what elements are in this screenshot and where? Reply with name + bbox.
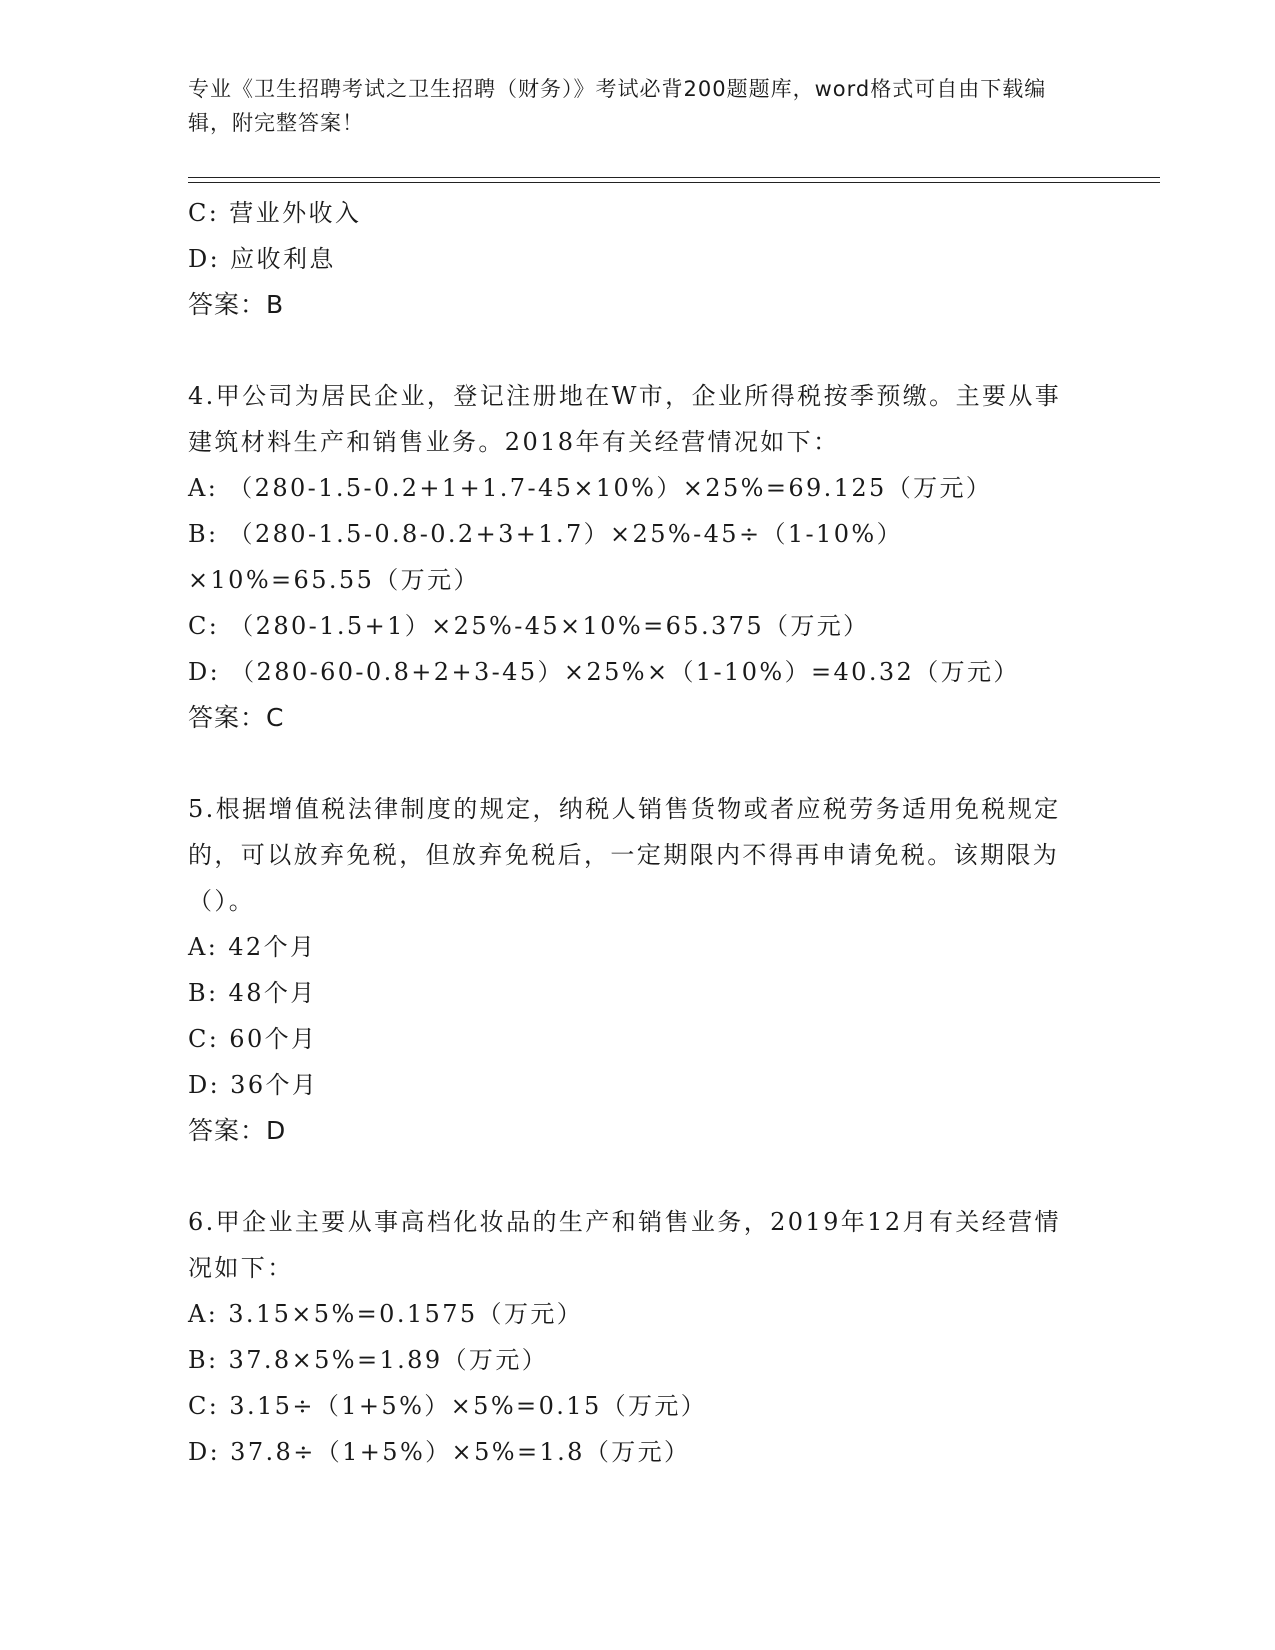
option-a: A: 3.15×5%=0.1575（万元） [188,1300,584,1328]
option-d: D: （280-60-0.8+2+3-45）×25%×（1-10%）=40.32（万元） [188,658,1020,686]
option-d: D: 应收利息 [188,245,336,273]
header-rule-bottom [188,182,1160,183]
header-rule-top [188,177,1160,178]
question-stem: 4.甲公司为居民企业，登记注册地在W市，企业所得税按季预缴。主要从事建筑材料生产和销售业务。2018年有关经营情况如下： [188,382,1062,456]
answer: 答案：D [188,1116,287,1145]
question-6 [188,1199,1088,1475]
option-c: C: 营业外收入 [188,199,362,227]
question-4 [188,373,1088,741]
option-c: C: 60个月 [188,1025,318,1053]
option-b: B: 37.8×5%=1.89（万元） [188,1346,549,1374]
option-d: D: 36个月 [188,1071,319,1099]
option-c: C: 3.15÷（1+5%）×5%=0.15（万元） [188,1392,708,1420]
option-a: A: （280-1.5-0.2+1+1.7-45×10%）×25%=69.125（万元） [188,474,993,502]
question-list [188,190,1088,1475]
document-header: 专业《卫生招聘考试之卫生招聘（财务）》考试必背200题题库，word格式可自由下载编辑，附完整答案！ [188,77,1047,135]
option-c: C: （280-1.5+1）×25%-45×10%=65.375（万元） [188,612,870,640]
question-5 [188,786,1088,1154]
question-stem: 6.甲企业主要从事高档化妆品的生产和销售业务，2019年12月有关经营情况如下： [188,1208,1061,1282]
answer: 答案：B [188,290,285,319]
option-a: A: 42个月 [188,933,317,961]
option-b: B: （280-1.5-0.8-0.2+3+1.7）×25%-45÷（1-10%）×10%=65.55（万元） [188,520,903,594]
answer: 答案：C [188,703,285,732]
question-stem: 5.根据增值税法律制度的规定，纳税人销售货物或者应税劳务适用免税规定的，可以放弃免税，但放弃免税后，一定期限内不得再申请免税。该期限为（）。 [188,795,1061,915]
question-3-tail [188,190,1088,328]
option-b: B: 48个月 [188,979,317,1007]
option-d: D: 37.8÷（1+5%）×5%=1.8（万元） [188,1438,691,1466]
